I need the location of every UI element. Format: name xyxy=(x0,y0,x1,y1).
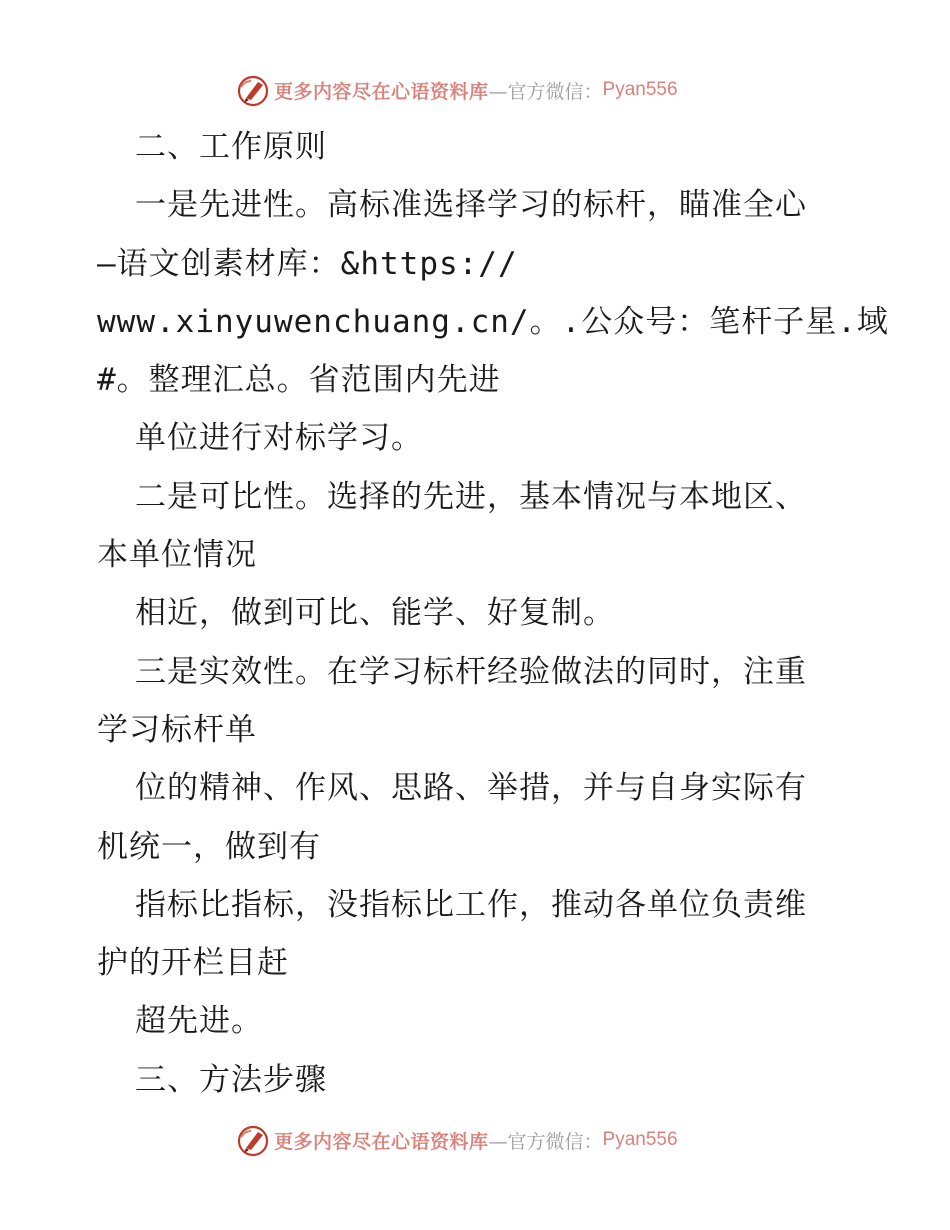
text-line: 单位进行对标学习。 xyxy=(135,420,423,457)
footer-watermark-banner xyxy=(236,1122,678,1158)
text-line: #。整理汇总。省范围内先进 xyxy=(97,362,501,399)
text-line: 二是可比性。选择的先进，基本情况与本地区、 xyxy=(135,478,807,515)
text-line: 一是先进性。高标准选择学习的标杆，瞄准全心 xyxy=(135,187,807,224)
pen-logo-icon xyxy=(236,73,270,107)
section-heading: 二、工作原则 xyxy=(135,129,327,165)
banner-subtitle: —官方微信： xyxy=(488,1130,603,1153)
text-line: 三是实效性。在学习标杆经验做法的同时，注重 xyxy=(135,653,807,690)
text-line: 学习标杆单 xyxy=(97,711,257,748)
text-line: 本单位情况 xyxy=(97,537,257,574)
header-watermark-banner xyxy=(236,72,678,108)
pen-logo-icon xyxy=(236,1123,270,1157)
text-line: —语文创素材库：&https:// xyxy=(97,245,518,282)
text-line: 机统一，做到有 xyxy=(97,828,321,865)
text-line: 相近，做到可比、能学、好复制。 xyxy=(135,595,615,632)
banner-title: 更多内容尽在心语资料库 xyxy=(274,1130,489,1153)
banner-title: 更多内容尽在心语资料库 xyxy=(274,80,489,103)
document-body xyxy=(97,118,889,1109)
text-line: www.xinyuwenchuang.cn/。.公众号：笔杆子星.域 xyxy=(97,303,889,340)
text-line: 位的精神、作风、思路、举措，并与自身实际有 xyxy=(135,770,807,807)
banner-wechat-id: Pyan556 xyxy=(602,79,678,100)
text-line: 指标比指标，没指标比工作，推动各单位负责维 xyxy=(135,886,807,923)
banner-subtitle: —官方微信： xyxy=(488,80,603,103)
banner-wechat-id: Pyan556 xyxy=(602,1129,678,1150)
section-heading: 三、方法步骤 xyxy=(135,1061,327,1098)
text-line: 护的开栏目赶 xyxy=(97,945,289,982)
text-line: 超先进。 xyxy=(135,1003,263,1040)
